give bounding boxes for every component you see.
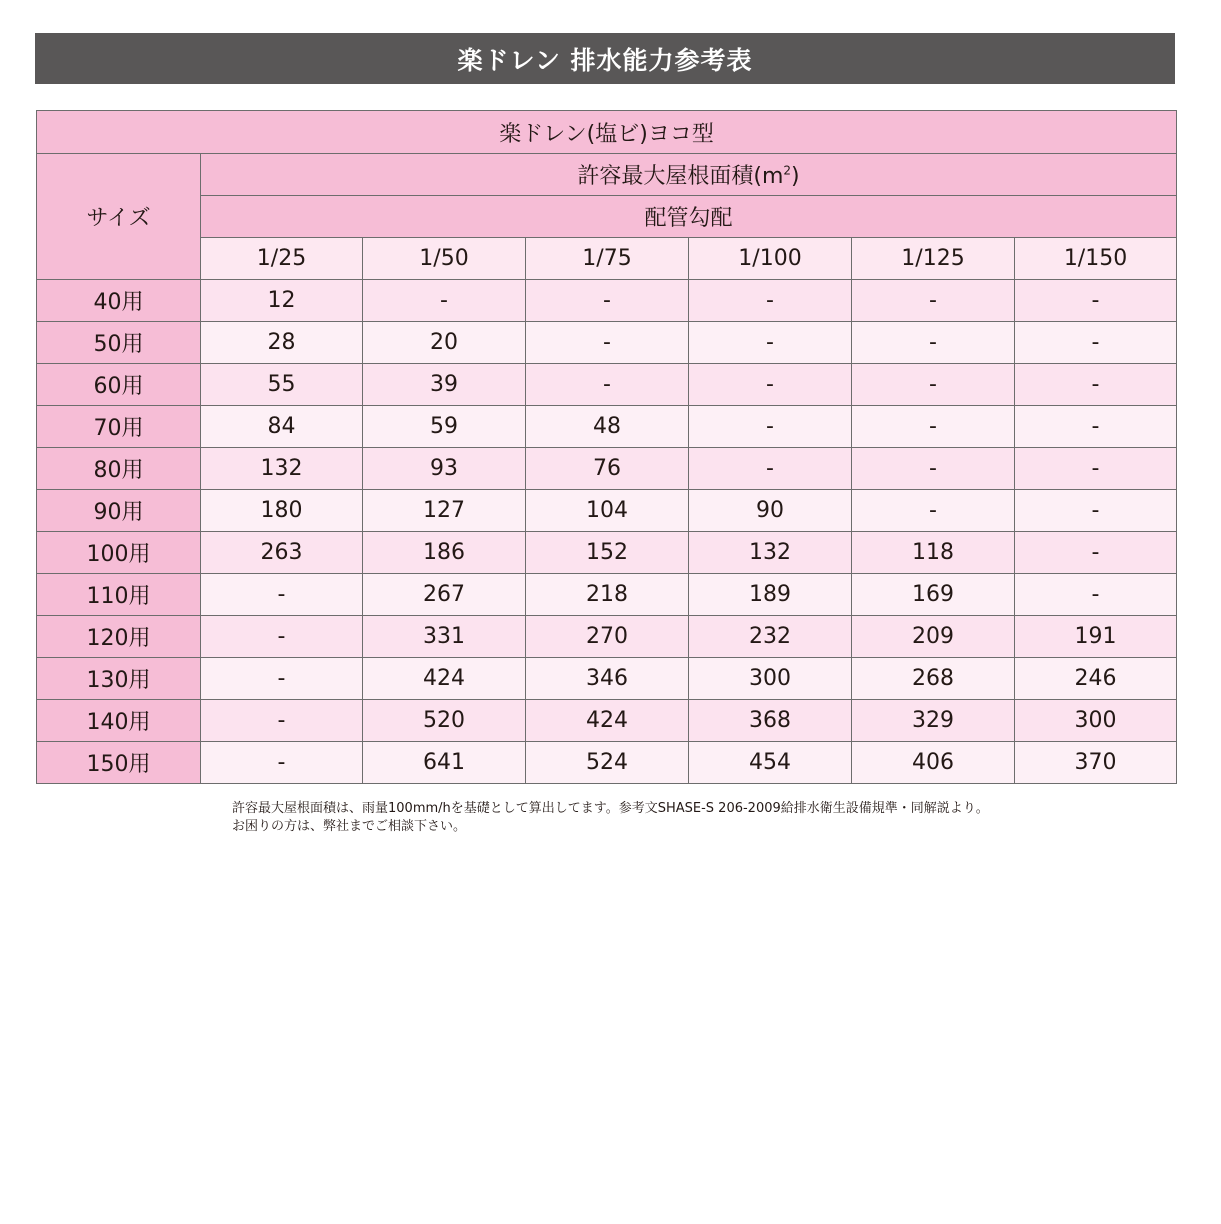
table-row	[37, 700, 1177, 742]
table-row	[37, 322, 1177, 364]
drain-capacity-table	[36, 110, 1177, 784]
value-cell: 524	[526, 742, 689, 784]
value-cell: -	[526, 280, 689, 322]
value-cell: 270	[526, 616, 689, 658]
value-cell: 20	[363, 322, 526, 364]
value-cell: 186	[363, 532, 526, 574]
value-cell: 189	[689, 574, 852, 616]
value-cell: 300	[1015, 700, 1177, 742]
value-cell: 246	[1015, 658, 1177, 700]
size-cell: 90用	[37, 490, 201, 532]
value-cell: 331	[363, 616, 526, 658]
table-row	[37, 658, 1177, 700]
value-cell: 152	[526, 532, 689, 574]
area-header-label: 許容最大屋根面積(m	[577, 164, 784, 189]
value-cell: 132	[689, 532, 852, 574]
size-cell: 130用	[37, 658, 201, 700]
slope-1-75: 1/75	[526, 238, 689, 280]
footnotes	[232, 800, 1172, 836]
value-cell: 127	[363, 490, 526, 532]
value-cell: 191	[1015, 616, 1177, 658]
table-row	[37, 406, 1177, 448]
value-cell: 59	[363, 406, 526, 448]
value-cell: 28	[201, 322, 363, 364]
value-cell: 180	[201, 490, 363, 532]
value-cell: 232	[689, 616, 852, 658]
size-cell: 150用	[37, 742, 201, 784]
value-cell: 329	[852, 700, 1015, 742]
value-cell: -	[1015, 280, 1177, 322]
table-row	[37, 616, 1177, 658]
value-cell: -	[1015, 364, 1177, 406]
value-cell: -	[689, 322, 852, 364]
footnote-line: 許容最大屋根面積は、雨量100mm/hを基礎として算出してます。参考文SHASE-S 206-2009給排水衛生設備規準・同解説より。	[232, 801, 989, 816]
slope-1-25: 1/25	[201, 238, 363, 280]
value-cell: 346	[526, 658, 689, 700]
value-cell: 424	[363, 658, 526, 700]
value-cell: 454	[689, 742, 852, 784]
value-cell: -	[852, 280, 1015, 322]
value-cell: 84	[201, 406, 363, 448]
value-cell: -	[201, 658, 363, 700]
slope-1-50: 1/50	[363, 238, 526, 280]
value-cell: -	[201, 616, 363, 658]
value-cell: -	[1015, 490, 1177, 532]
value-cell: -	[689, 280, 852, 322]
value-cell: -	[201, 700, 363, 742]
size-cell: 50用	[37, 322, 201, 364]
value-cell: 370	[1015, 742, 1177, 784]
table-row	[37, 574, 1177, 616]
value-cell: 48	[526, 406, 689, 448]
area-unit-superscript: 2	[783, 163, 792, 178]
value-cell: 268	[852, 658, 1015, 700]
value-cell: 520	[363, 700, 526, 742]
table-caption: 楽ドレン(塩ビ)ヨコ型	[37, 111, 1177, 154]
value-cell: -	[526, 364, 689, 406]
value-cell: -	[689, 364, 852, 406]
value-cell: 104	[526, 490, 689, 532]
footnote-line: お困りの方は、弊社までご相談下さい。	[232, 819, 467, 834]
value-cell: 641	[363, 742, 526, 784]
value-cell: 406	[852, 742, 1015, 784]
size-cell: 40用	[37, 280, 201, 322]
value-cell: -	[1015, 532, 1177, 574]
value-cell: 300	[689, 658, 852, 700]
value-cell: 55	[201, 364, 363, 406]
value-cell: -	[1015, 448, 1177, 490]
value-cell: 267	[363, 574, 526, 616]
table-row	[37, 532, 1177, 574]
value-cell: -	[852, 490, 1015, 532]
value-cell: 90	[689, 490, 852, 532]
area-header	[201, 154, 1177, 196]
value-cell: 118	[852, 532, 1015, 574]
size-cell: 100用	[37, 532, 201, 574]
value-cell: 76	[526, 448, 689, 490]
value-cell: 93	[363, 448, 526, 490]
slope-1-125: 1/125	[852, 238, 1015, 280]
size-cell: 70用	[37, 406, 201, 448]
size-cell: 140用	[37, 700, 201, 742]
table-row	[37, 742, 1177, 784]
size-header: サイズ	[37, 154, 201, 280]
value-cell: -	[852, 448, 1015, 490]
page-title: 楽ドレン 排水能力参考表	[35, 33, 1175, 84]
value-cell: 263	[201, 532, 363, 574]
value-cell: -	[852, 406, 1015, 448]
value-cell: -	[201, 742, 363, 784]
value-cell: -	[852, 364, 1015, 406]
value-cell: -	[852, 322, 1015, 364]
area-header-close: )	[791, 164, 800, 189]
value-cell: -	[1015, 322, 1177, 364]
table-row	[37, 280, 1177, 322]
table-row	[37, 364, 1177, 406]
value-cell: 368	[689, 700, 852, 742]
value-cell: -	[689, 448, 852, 490]
value-cell: 169	[852, 574, 1015, 616]
value-cell: 132	[201, 448, 363, 490]
size-cell: 60用	[37, 364, 201, 406]
value-cell: -	[1015, 406, 1177, 448]
value-cell: 218	[526, 574, 689, 616]
value-cell: -	[526, 322, 689, 364]
value-cell: 39	[363, 364, 526, 406]
size-cell: 120用	[37, 616, 201, 658]
slope-1-150: 1/150	[1015, 238, 1177, 280]
value-cell: -	[363, 280, 526, 322]
value-cell: -	[1015, 574, 1177, 616]
value-cell: -	[201, 574, 363, 616]
value-cell: 424	[526, 700, 689, 742]
size-cell: 110用	[37, 574, 201, 616]
table-row	[37, 448, 1177, 490]
value-cell: 209	[852, 616, 1015, 658]
size-cell: 80用	[37, 448, 201, 490]
table-row	[37, 490, 1177, 532]
value-cell: -	[689, 406, 852, 448]
value-cell: 12	[201, 280, 363, 322]
slope-header: 配管勾配	[201, 196, 1177, 238]
slope-1-100: 1/100	[689, 238, 852, 280]
